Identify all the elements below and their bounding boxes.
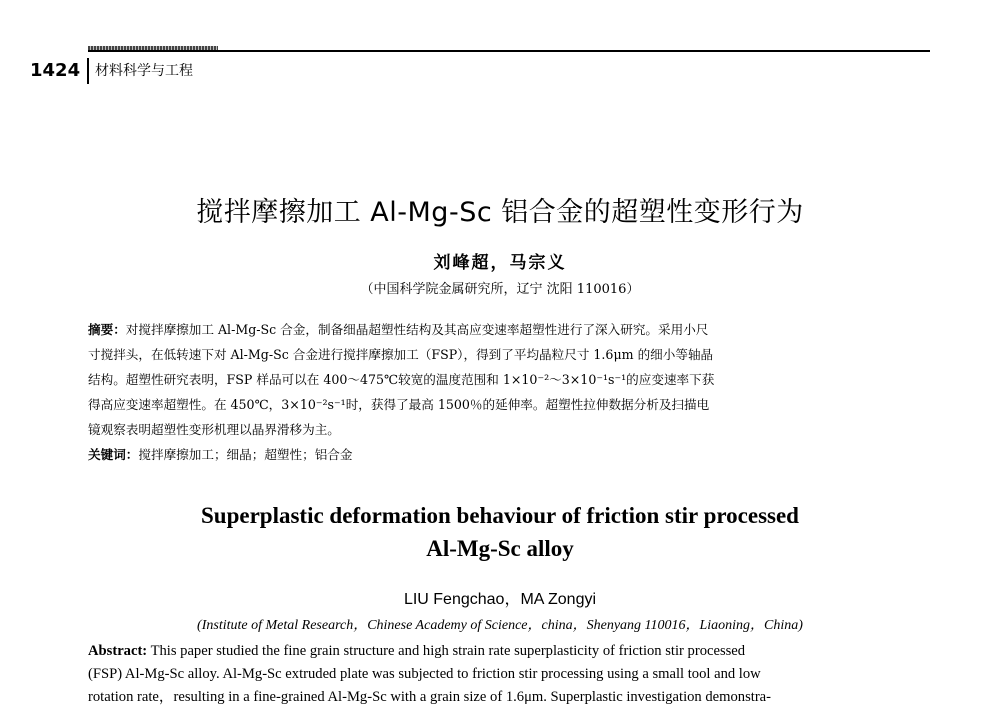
chinese-affiliation: （中国科学院金属研究所，辽宁 沈阳 110016） [360,282,640,297]
english-abstract-line [88,640,930,663]
chinese-abstract-label: 摘要： [88,322,126,337]
chinese-title: 搅拌摩擦加工 Al-Mg-Sc 铝合金的超塑性变形行为 [196,197,804,228]
page-number: 1424 [30,60,81,81]
header-divider [87,58,89,84]
english-title-line: Al-Mg-Sc alloy [426,536,574,561]
english-abstract [88,640,930,709]
chinese-keywords-label: 关键词： [88,447,139,462]
chinese-abstract-text: 对搅拌摩擦加工 Al-Mg-Sc 合金，制备细晶超塑性结构及其高应变速率超塑性进行了深入研究。采用小尺 [125,322,709,337]
chinese-abstract-line: 得高应变速率超塑性。在 450℃，3×10⁻²s⁻¹时，获得了最高 1500％的延伸率。超塑性拉伸数据分析及扫描电 [88,397,710,412]
journal-name: 材料科学与工程 [95,63,193,79]
chinese-keywords [88,445,352,465]
english-title [0,499,1000,565]
chinese-abstract-line: 结构。超塑性研究表明，FSP 样品可以在 400～475℃较宽的温度范围和 1×10⁻²～3×10⁻¹s⁻¹的应变速率下获 [88,372,715,387]
chinese-authors: 刘峰超，马宗义 [433,253,567,273]
english-abstract-text: This paper studied the fine grain structure and high strain rate superplasticity of friction stir processed [150,643,746,659]
chinese-abstract [88,317,930,442]
header-rule [88,50,930,52]
english-abstract-label: Abstract: [88,643,148,659]
chinese-abstract-line [88,317,930,342]
english-abstract-line: rotation rate，resulting in a fine-grained Al-Mg-Sc with a grain size of 1.6μm. Superplastic investigation demonstra- [88,689,772,705]
chinese-keywords-text: 搅拌摩擦加工；细晶；超塑性；铝合金 [138,447,353,462]
chinese-abstract-line: 镜观察表明超塑性变形机理以晶界滑移为主。 [88,422,340,437]
english-authors: LIU Fengchao，MA Zongyi [403,591,597,608]
english-title-line: Superplastic deformation behaviour of friction stir processed [201,503,799,528]
english-affiliation: (Institute of Metal Research，Chinese Academy of Science，china，Shenyang 110016，Liaoning，China) [197,618,803,633]
english-abstract-line: (FSP) Al-Mg-Sc alloy. Al-Mg-Sc extruded plate was subjected to friction stir processing using a small tool and low [88,666,761,682]
chinese-abstract-line: 寸搅拌头，在低转速下对 Al-Mg-Sc 合金进行搅拌摩擦加工（FSP），得到了平均晶粒尺寸 1.6μm 的细小等轴晶 [88,347,714,362]
